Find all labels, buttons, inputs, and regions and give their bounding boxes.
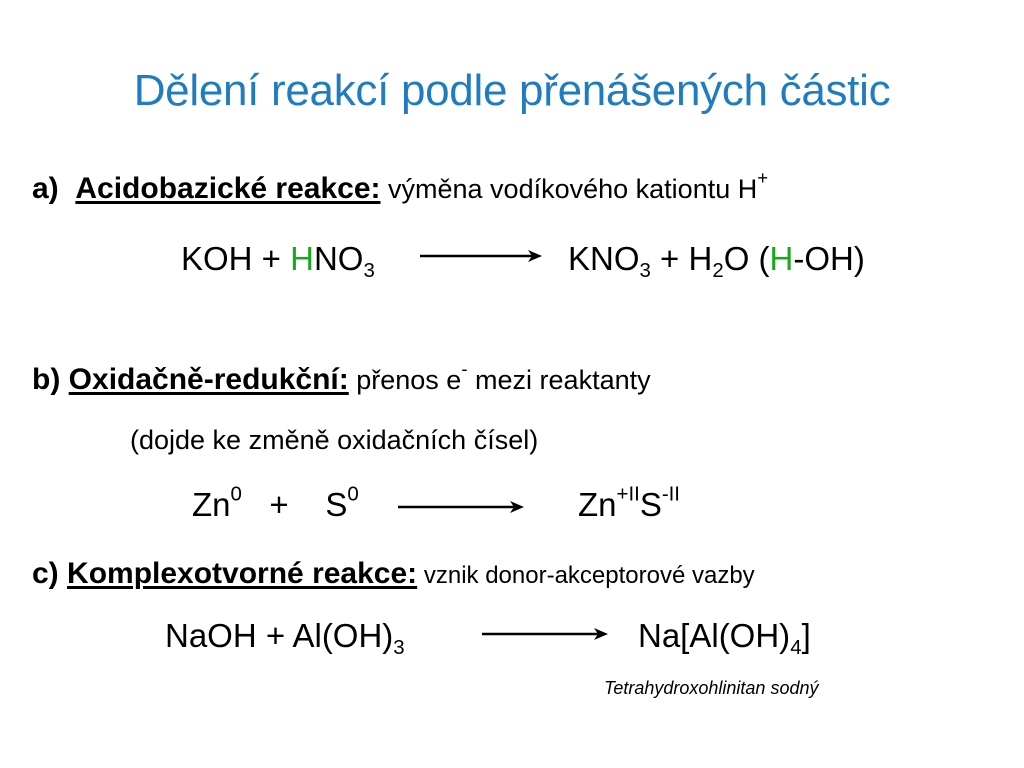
equation-a-products — [568, 240, 865, 283]
eq-b-zn: Zn — [192, 486, 231, 523]
eq-a-h-sub: 2 — [712, 259, 724, 283]
equation-c-reactants — [165, 617, 405, 660]
eq-c-na: Na[Al(OH) — [638, 617, 791, 654]
eq-c-na-sub: 4 — [790, 636, 802, 660]
section-c-description: vznik donor-akceptorové vazby — [417, 562, 755, 589]
equation-c-products — [638, 617, 811, 660]
eq-c-naoh: NaOH + Al(OH) — [165, 617, 394, 654]
equation-b-reactants — [192, 482, 359, 524]
eq-b-s: S — [325, 486, 348, 523]
section-c-heading: Komplexotvorné reakce: — [67, 557, 418, 590]
product-name-caption: Tetrahydroxohlinitan sodný — [604, 678, 819, 698]
eq-a-h: + H — [650, 240, 713, 277]
eq-c-naoh-sub: 3 — [393, 636, 405, 660]
section-b-line — [32, 358, 651, 397]
eq-b-s-sup: 0 — [347, 482, 359, 506]
eq-b-s-product-sup: -II — [661, 482, 680, 506]
eq-b-zn-product-sup: +II — [616, 482, 640, 506]
eq-b-zn-product: Zn — [578, 486, 617, 523]
section-a-label: a) — [32, 172, 59, 205]
eq-a-o: O ( — [723, 240, 770, 277]
eq-a-kno: KNO — [568, 240, 640, 277]
eq-a-hydrogen: H — [290, 240, 314, 277]
eq-c-bracket: ] — [801, 617, 811, 654]
equation-b-products — [578, 482, 680, 524]
reaction-arrow-a — [418, 246, 544, 266]
reaction-arrow-c — [480, 624, 610, 644]
section-a-heading: Acidobazické reakce: — [75, 172, 381, 205]
eq-a-no: NO — [313, 240, 364, 277]
eq-a-kno-sub: 3 — [639, 259, 651, 283]
reaction-arrow-b — [396, 497, 526, 517]
eq-a-oh: -OH) — [793, 240, 865, 277]
section-c-line — [32, 557, 755, 591]
eq-b-plus: + — [269, 486, 289, 523]
eq-a-hydrogen-2: H — [769, 240, 794, 277]
section-b-description-superscript: - — [461, 358, 468, 380]
section-c-label: c) — [32, 557, 59, 590]
section-b-description-2: mezi reaktanty — [467, 365, 651, 395]
equation-a-reactants — [181, 240, 375, 283]
eq-b-s-product: S — [639, 486, 662, 523]
section-b-label: b) — [32, 363, 61, 396]
section-a-description: výměna vodíkového kationtu H — [380, 174, 758, 204]
eq-a-no-sub: 3 — [363, 259, 375, 283]
section-b-description: přenos e — [348, 365, 462, 395]
eq-b-zn-sup: 0 — [230, 482, 242, 506]
slide-title: Dělení reakcí podle přenášených částic — [133, 66, 891, 115]
section-b-note: (dojde ke změně oxidačních čísel) — [130, 425, 539, 455]
section-b-heading: Oxidačně-redukční: — [68, 363, 349, 396]
section-a-line — [32, 167, 769, 206]
section-a-description-superscript: + — [757, 167, 769, 189]
eq-a-koh: KOH + — [181, 240, 291, 277]
